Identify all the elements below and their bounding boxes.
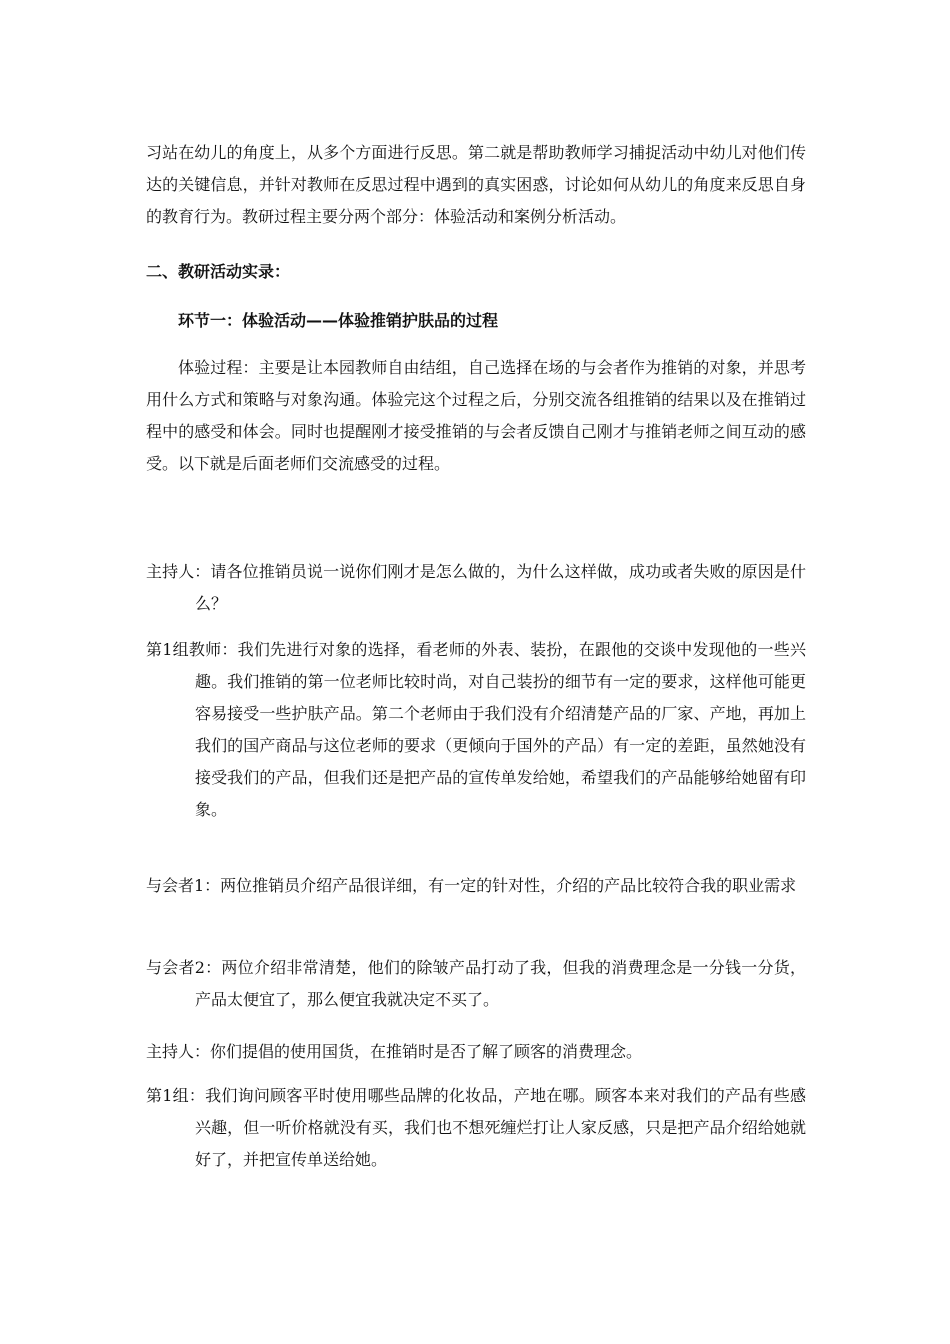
intro-paragraph: 习站在幼儿的角度上，从多个方面进行反思。第二就是帮助教师学习捕捉活动中幼儿对他们传达的关键信息，并针对教师在反思过程中遇到的真实困惑，讨论如何从幼儿的角度来反思自身的教育行为。教研过程主要分两个部分：体验活动和案例分析活动。 xyxy=(146,143,806,226)
subsection-heading: 环节一：体验活动——体验推销护肤品的过程 xyxy=(178,311,499,330)
dialogue-host-question: 主持人：请各位推销员说一说你们刚才是怎么做的，为什么这样做，成功或者失败的原因是什么？ xyxy=(146,562,806,613)
dialogue-group1-reply: 第1组：我们询问顾客平时使用哪些品牌的化妆品，产地在哪。顾客本来对我们的产品有些感兴趣，但一听价格就没有买，我们也不想死缠烂打让人家反感，只是把产品介绍给她就好了，并把宣传单送给她。 xyxy=(146,1086,806,1169)
dialogue-host-followup: 主持人：你们提倡的使用国货，在推销时是否了解了顾客的消费理念。 xyxy=(146,1042,643,1061)
dialogue-attendee-2: 与会者2：两位介绍非常清楚，他们的除皱产品打动了我，但我的消费理念是一分钱一分货，产品太便宜了，那么便宜我就决定不买了。 xyxy=(146,958,806,1009)
experience-paragraph: 体验过程：主要是让本园教师自由结组，自己选择在场的与会者作为推销的对象，并思考用什么方式和策略与对象沟通。体验完这个过程之后，分别交流各组推销的结果以及在推销过程中的感受和体会。同时也提醒刚才接受推销的与会者反馈自己刚才与推销老师之间互动的感受。以下就是后面老师们交流感受的过程。 xyxy=(146,358,806,473)
section-heading: 二、教研活动实录： xyxy=(146,262,291,281)
dialogue-attendee-1: 与会者1：两位推销员介绍产品很详细，有一定的针对性，介绍的产品比较符合我的职业需求 xyxy=(146,876,797,895)
dialogue-group1-teacher: 第1组教师：我们先进行对象的选择，看老师的外表、装扮，在跟他的交谈中发现他的一些兴趣。我们推销的第一位老师比较时尚，对自己装扮的细节有一定的要求，这样他可能更容易接受一些护肤产品。第二个老师由于我们没有介绍清楚产品的厂家、产地，再加上我们的国产商品与这位老师的要求（更倾向于国外的产品）有一定的差距，虽然她没有接受我们的产品，但我们还是把产品的宣传单发给她，希望我们的产品能够给她留有印象。 xyxy=(146,640,806,819)
